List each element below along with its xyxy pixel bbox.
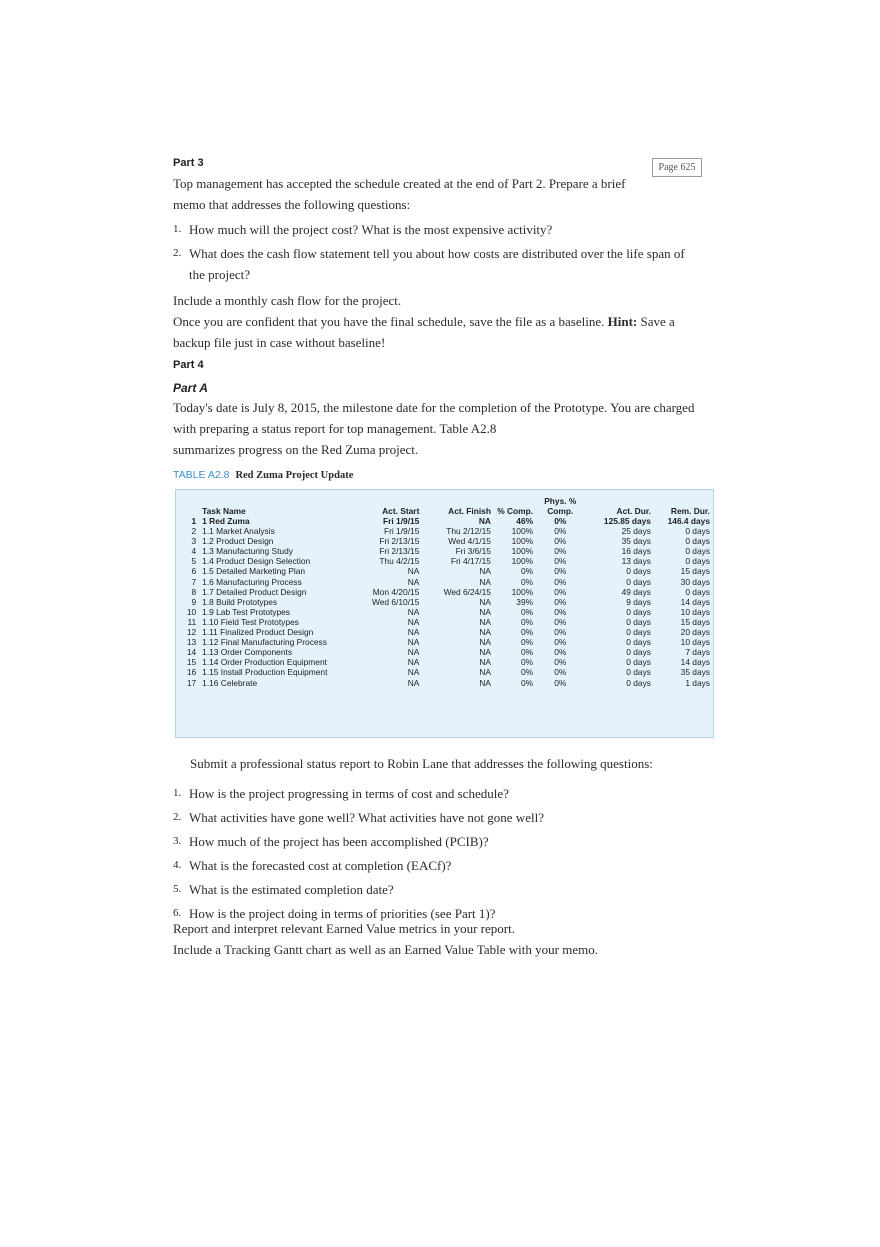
cell-phys-comp: 0% (554, 536, 567, 547)
cell-act-dur: 0 days (626, 576, 651, 587)
cell-act-start: NA (407, 627, 420, 638)
cell-rem-dur: 146.4 days (667, 516, 710, 526)
cell-act-start: Fri 1/9/15 (383, 516, 420, 526)
table-row (176, 536, 713, 546)
cell-row-id: 1 (191, 516, 197, 526)
cell-act-dur: 49 days (621, 586, 651, 597)
table-row (176, 516, 713, 526)
cell-phys-comp: 0% (554, 647, 567, 658)
cell-task-name: 1.9 Lab Test Prototypes (202, 606, 290, 617)
cell-task-name: 1.16 Celebrate (202, 677, 258, 688)
cell-percent-comp: 0% (520, 606, 534, 617)
cell-percent-comp: 0% (520, 627, 534, 638)
baseline-note (173, 311, 713, 353)
cell-act-finish: NA (478, 516, 491, 526)
table-row (176, 546, 713, 556)
table-row (176, 597, 713, 607)
cell-row-id: 15 (186, 657, 197, 668)
cell-act-dur: 0 days (626, 647, 651, 658)
part3-notes (173, 290, 713, 353)
cell-task-name: 1.6 Manufacturing Process (202, 576, 302, 587)
cell-row-id: 8 (191, 586, 197, 597)
question-text: How is the project doing in terms of priorities (see Part 1)? (189, 906, 496, 921)
list-item (173, 879, 693, 900)
cell-percent-comp: 0% (520, 616, 534, 627)
cell-act-dur: 0 days (626, 667, 651, 678)
cell-percent-comp: 0% (520, 576, 534, 587)
report-intro: Submit a professional status report to Robin Lane that addresses the following questions: (190, 756, 653, 771)
cell-task-name: 1.11 Finalized Product Design (202, 627, 314, 638)
header-rem-dur: Rem. Dur. (670, 506, 710, 516)
table-row (176, 526, 713, 536)
part3-question-list (173, 219, 688, 285)
cash-flow-note: Include a monthly cash flow for the project. (173, 293, 402, 308)
cell-act-start: Thu 4/2/15 (379, 556, 420, 567)
cell-act-finish: Wed 6/24/15 (443, 586, 491, 597)
cell-act-finish: NA (479, 606, 491, 617)
cell-act-dur: 35 days (621, 536, 651, 547)
cell-row-id: 9 (191, 596, 197, 607)
cell-act-dur: 13 days (621, 556, 651, 567)
cell-task-name: 1.10 Field Test Prototypes (202, 616, 299, 627)
cell-act-finish: NA (479, 637, 491, 648)
cell-row-id: 13 (186, 637, 197, 648)
cell-act-start: Wed 6/10/15 (372, 596, 420, 607)
table (176, 490, 713, 688)
cell-act-start: Mon 4/20/15 (372, 586, 420, 597)
part4-intro-text-end: summarizes progress on the Red Zuma project. (173, 442, 419, 457)
cell-rem-dur: 0 days (685, 556, 710, 567)
cell-rem-dur: 14 days (680, 657, 710, 668)
cell-task-name: 1.5 Detailed Marketing Plan (202, 566, 306, 577)
table-title: Red Zuma Project Update (235, 470, 354, 481)
list-item (173, 219, 688, 240)
cell-rem-dur: 10 days (680, 637, 710, 648)
list-item (173, 243, 688, 285)
cell-row-id: 16 (186, 667, 197, 678)
table-row (176, 587, 713, 597)
cell-phys-comp: 0% (554, 546, 567, 557)
cell-rem-dur: 14 days (680, 596, 710, 607)
cell-phys-comp: 0% (554, 657, 567, 668)
cell-phys-comp: 0% (554, 637, 567, 648)
header-percent-comp: % Comp. (497, 506, 534, 516)
cell-act-dur: 9 days (626, 596, 651, 607)
list-item (173, 783, 693, 804)
header-act-start: Act. Start (382, 506, 420, 516)
cell-act-finish: NA (479, 576, 491, 587)
header-task-name: Task Name (202, 506, 246, 516)
question-number: 2. (173, 811, 182, 823)
cell-percent-comp: 0% (520, 667, 534, 678)
cell-act-dur: 0 days (626, 627, 651, 638)
cell-row-id: 10 (186, 606, 197, 617)
cell-task-name: 1.13 Order Components (202, 647, 293, 658)
cell-task-name: 1.14 Order Production Equipment (202, 657, 327, 668)
cell-phys-comp: 0% (554, 616, 567, 627)
cell-phys-comp: 0% (554, 556, 567, 567)
question-number: 6. (173, 907, 182, 919)
cell-act-dur: 0 days (626, 616, 651, 627)
closing-line: Include a Tracking Gantt chart as well as an Earned Value Table with your memo. (173, 942, 598, 957)
part4-intro (173, 397, 703, 460)
cell-act-finish: Wed 4/1/15 (448, 536, 491, 547)
cell-percent-comp: 100% (511, 556, 534, 567)
cell-rem-dur: 0 days (685, 536, 710, 547)
baseline-note-text: Once you are confident that you have the final schedule, save the file as a baseline. (173, 314, 608, 329)
cell-phys-comp: 0% (554, 677, 567, 688)
cell-phys-comp: 0% (554, 627, 567, 638)
cell-rem-dur: 15 days (680, 616, 710, 627)
question-number: 1. (173, 787, 182, 799)
cell-row-id: 11 (187, 616, 197, 627)
cell-task-name: 1.7 Detailed Product Design (202, 586, 307, 597)
cell-rem-dur: 1 days (685, 677, 710, 688)
part4-subheading: Part A (173, 381, 208, 395)
cell-act-finish: Thu 2/12/15 (446, 526, 491, 537)
closing-line: Report and interpret relevant Earned Value metrics in your report. (173, 921, 515, 936)
cell-act-finish: NA (479, 596, 491, 607)
cell-percent-comp: 46% (516, 516, 534, 526)
cell-percent-comp: 100% (511, 546, 534, 557)
cell-percent-comp: 0% (520, 566, 534, 577)
cell-act-start: Fri 1/9/15 (383, 526, 420, 537)
cell-percent-comp: 100% (511, 526, 534, 537)
hint-label: Hint: (607, 314, 638, 329)
report-closing (173, 918, 713, 960)
cell-act-finish: NA (479, 627, 491, 638)
cell-act-dur: 0 days (626, 637, 651, 648)
cell-task-name: 1.3 Manufacturing Study (202, 546, 293, 557)
table-header-row (176, 490, 713, 516)
cell-act-finish: NA (479, 667, 491, 678)
page-number: Page 625 (652, 158, 702, 177)
cell-act-start: NA (407, 637, 420, 648)
header-id (176, 490, 199, 516)
cell-act-finish: Fri 4/17/15 (450, 556, 491, 567)
table-caption (173, 469, 353, 481)
cell-row-id: 6 (191, 566, 197, 577)
cell-act-dur: 0 days (626, 566, 651, 577)
cell-rem-dur: 0 days (685, 586, 710, 597)
question-text: What is the estimated completion date? (189, 882, 394, 897)
cell-act-dur: 25 days (621, 526, 651, 537)
cell-row-id: 12 (186, 627, 197, 638)
cell-rem-dur: 7 days (685, 647, 710, 658)
question-number: 1. (173, 223, 182, 235)
cell-rem-dur: 0 days (685, 526, 710, 537)
cell-percent-comp: 100% (511, 536, 534, 547)
question-text: How is the project progressing in terms of cost and schedule? (189, 786, 509, 801)
cell-act-dur: 125.85 days (603, 516, 651, 526)
list-item (173, 855, 693, 876)
part3-intro: Top management has accepted the schedule created at the end of Part 2. Prepare a brief memo that addresses the following questions: (173, 176, 626, 212)
part4-heading: Part 4 (173, 359, 204, 371)
cell-act-start: NA (407, 657, 420, 668)
header-act-dur: Act. Dur. (616, 506, 651, 516)
table-row (176, 577, 713, 587)
table-row (176, 667, 713, 677)
cell-act-start: NA (407, 647, 420, 658)
cell-task-name: 1.1 Market Analysis (202, 526, 275, 537)
cell-row-id: 3 (191, 536, 197, 547)
cell-act-start: NA (407, 566, 420, 577)
cell-rem-dur: 35 days (680, 667, 710, 678)
cell-act-start: NA (407, 677, 420, 688)
cell-row-id: 7 (191, 576, 197, 587)
table-row (176, 556, 713, 566)
cell-row-id: 5 (191, 556, 197, 567)
cell-phys-comp: 0% (554, 586, 567, 597)
question-text: What activities have gone well? What activities have not gone well? (189, 810, 544, 825)
cell-rem-dur: 20 days (680, 627, 710, 638)
cell-task-name: 1.4 Product Design Selection (202, 556, 311, 567)
part4-intro-text: Today's date is July 8, 2015, the milestone date for the completion of the Prototype. You are charged with preparing a status report for top management. Table A2.8 (173, 400, 695, 436)
question-text: How much will the project cost? What is the most expensive activity? (189, 222, 553, 237)
cell-phys-comp: 0% (554, 526, 567, 537)
list-item (173, 831, 693, 852)
table-body (176, 516, 713, 688)
project-update-table (175, 489, 714, 738)
cell-task-name: 1.2 Product Design (202, 536, 274, 547)
cell-act-finish: NA (479, 566, 491, 577)
cell-act-finish: NA (479, 677, 491, 688)
question-number: 2. (173, 247, 182, 259)
baseline-note-text-end: Save a backup file just in case without baseline! (173, 314, 675, 350)
table-label: TABLE A2.8 (173, 469, 230, 481)
table-row (176, 647, 713, 657)
cell-rem-dur: 10 days (680, 606, 710, 617)
cell-act-dur: 0 days (626, 606, 651, 617)
cell-percent-comp: 0% (520, 657, 534, 668)
cell-percent-comp: 0% (520, 647, 534, 658)
table-row (176, 637, 713, 647)
list-item (173, 807, 693, 828)
question-number: 5. (173, 883, 182, 895)
cell-phys-comp: 0% (554, 516, 567, 526)
cell-percent-comp: 100% (511, 586, 534, 597)
cell-act-dur: 0 days (626, 657, 651, 668)
cell-act-start: NA (407, 576, 420, 587)
report-question-list (173, 783, 693, 924)
question-number: 4. (173, 859, 182, 871)
question-text: How much of the project has been accomplished (PCIB)? (189, 834, 489, 849)
question-text: What is the forecasted cost at completion (EACf)? (189, 858, 452, 873)
table-row (176, 627, 713, 637)
cell-percent-comp: 39% (516, 596, 534, 607)
cell-phys-comp: 0% (554, 667, 567, 678)
cell-act-finish: NA (479, 647, 491, 658)
table-row (176, 657, 713, 667)
cell-task-name: 1.12 Final Manufacturing Process (202, 637, 327, 648)
cell-rem-dur: 30 days (680, 576, 710, 587)
cell-act-start: NA (407, 667, 420, 678)
cell-act-dur: 16 days (621, 546, 651, 557)
cell-phys-comp: 0% (554, 596, 567, 607)
cell-rem-dur: 0 days (685, 546, 710, 557)
cell-task-name: 1.8 Build Prototypes (202, 596, 278, 607)
part3-heading: Part 3 (173, 157, 204, 169)
cell-row-id: 2 (191, 526, 197, 537)
table-row (176, 617, 713, 627)
cell-row-id: 17 (186, 677, 197, 688)
cell-percent-comp: 0% (520, 637, 534, 648)
cell-act-start: Fri 2/13/15 (379, 546, 420, 557)
table-row (176, 607, 713, 617)
header-act-finish: Act. Finish (448, 506, 491, 516)
cell-task-name: 1.15 Install Production Equipment (202, 667, 328, 678)
header-phys-comp: Phys. % Comp. (544, 496, 577, 516)
table-row (176, 678, 713, 688)
cell-row-id: 4 (191, 546, 197, 557)
cell-rem-dur: 15 days (680, 566, 710, 577)
cell-act-finish: Fri 3/6/15 (455, 546, 491, 557)
question-text: What does the cash flow statement tell you about how costs are distributed over the life span of the project? (189, 246, 685, 282)
cell-phys-comp: 0% (554, 576, 567, 587)
question-number: 3. (173, 835, 182, 847)
table-row (176, 566, 713, 576)
cell-percent-comp: 0% (520, 677, 534, 688)
cell-act-dur: 0 days (626, 677, 651, 688)
cell-task-name: 1 Red Zuma (202, 516, 250, 526)
cell-row-id: 14 (186, 647, 197, 658)
cell-act-start: Fri 2/13/15 (379, 536, 420, 547)
cell-phys-comp: 0% (554, 606, 567, 617)
cell-act-start: NA (407, 606, 420, 617)
cell-act-finish: NA (479, 616, 491, 627)
cell-phys-comp: 0% (554, 566, 567, 577)
cell-act-finish: NA (479, 657, 491, 668)
cell-act-start: NA (407, 616, 420, 627)
